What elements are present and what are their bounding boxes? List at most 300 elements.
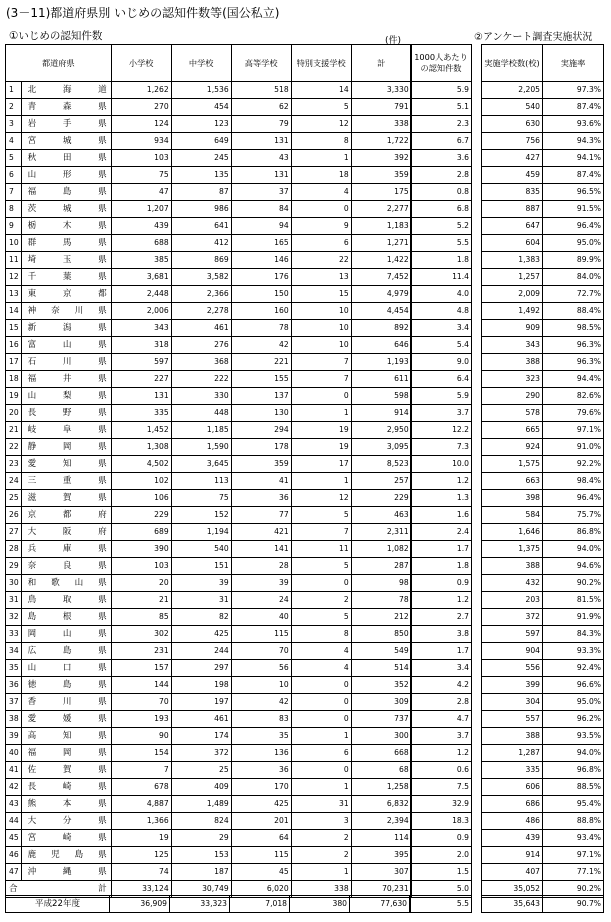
table-row (411, 830, 472, 847)
prefecture-name: 高知県 (21, 728, 111, 745)
schools-count: 606 (482, 779, 543, 796)
per1000-value: 1.5 (411, 864, 472, 881)
survey-rate: 96.3% (543, 337, 604, 354)
special-count: 10 (291, 337, 351, 354)
elementary-count: 1,262 (111, 82, 171, 99)
junior-count: 297 (171, 660, 231, 677)
junior-count: 425 (171, 626, 231, 643)
h22-total: 77,630 (350, 896, 410, 913)
schools-count: 686 (482, 796, 543, 813)
row-number: 17 (6, 354, 22, 371)
per1000-value: 5.9 (411, 82, 472, 99)
prefecture-name: 福井県 (21, 371, 111, 388)
high-count: 70 (231, 643, 291, 660)
per1000-value: 6.8 (411, 201, 472, 218)
table-row (411, 847, 472, 864)
special-count: 17 (291, 456, 351, 473)
prefecture-name: 茨城県 (21, 201, 111, 218)
table-row (6, 133, 412, 150)
prefecture-name: 愛知県 (21, 456, 111, 473)
junior-count: 222 (171, 371, 231, 388)
survey-rate: 98.5% (543, 320, 604, 337)
total-count: 2,950 (351, 422, 411, 439)
schools-count: 630 (482, 116, 543, 133)
high-count: 41 (231, 473, 291, 490)
table-row (411, 235, 472, 252)
total-count: 2,311 (351, 524, 411, 541)
per1000-value: 0.9 (411, 830, 472, 847)
total-rate: 90.2% (543, 881, 604, 898)
total-count: 2,277 (351, 201, 411, 218)
section-title-survey-status: ②アンケート調査実施状況 (474, 32, 593, 43)
total-count: 668 (351, 745, 411, 762)
table-row (482, 422, 604, 439)
table-row (6, 626, 412, 643)
total-count: 892 (351, 320, 411, 337)
total-count: 287 (351, 558, 411, 575)
per1000-value: 2.0 (411, 847, 472, 864)
per1000-value: 3.7 (411, 728, 472, 745)
elementary-count: 390 (111, 541, 171, 558)
high-count: 35 (231, 728, 291, 745)
table-row (6, 337, 412, 354)
table-row (482, 541, 604, 558)
junior-count: 187 (171, 864, 231, 881)
total-count: 4,979 (351, 286, 411, 303)
elementary-count: 2,006 (111, 303, 171, 320)
total-count: 4,454 (351, 303, 411, 320)
elementary-count: 124 (111, 116, 171, 133)
survey-rate: 97.1% (543, 847, 604, 864)
h22-high: 7,018 (230, 896, 290, 913)
table-row (411, 762, 472, 779)
special-count: 3 (291, 813, 351, 830)
row-number: 26 (6, 507, 22, 524)
table-row (482, 354, 604, 371)
prefecture-name: 山形県 (21, 167, 111, 184)
junior-count: 174 (171, 728, 231, 745)
table-row (411, 558, 472, 575)
total-count: 791 (351, 99, 411, 116)
total-count: 300 (351, 728, 411, 745)
survey-rate: 94.1% (543, 150, 604, 167)
table-row (482, 711, 604, 728)
junior-count: 87 (171, 184, 231, 201)
high-count: 141 (231, 541, 291, 558)
table-row (482, 184, 604, 201)
row-number: 4 (6, 133, 22, 150)
per1000-value: 2.8 (411, 167, 472, 184)
junior-count: 461 (171, 711, 231, 728)
total-count: 598 (351, 388, 411, 405)
elementary-count: 4,502 (111, 456, 171, 473)
junior-count: 330 (171, 388, 231, 405)
h22-survey-table (481, 895, 604, 913)
junior-count: 540 (171, 541, 231, 558)
table-row (482, 286, 604, 303)
table-row (6, 711, 412, 728)
row-number: 34 (6, 643, 22, 660)
total-count: 1,183 (351, 218, 411, 235)
table-row (411, 694, 472, 711)
elementary-count: 125 (111, 847, 171, 864)
survey-rate: 87.4% (543, 99, 604, 116)
schools-count: 343 (482, 337, 543, 354)
total-count: 309 (351, 694, 411, 711)
high-count: 150 (231, 286, 291, 303)
per1000-value: 2.7 (411, 609, 472, 626)
survey-rate: 77.1% (543, 864, 604, 881)
high-count: 131 (231, 167, 291, 184)
high-count: 79 (231, 116, 291, 133)
per1000-value: 1.6 (411, 507, 472, 524)
survey-rate: 75.7% (543, 507, 604, 524)
junior-count: 1,590 (171, 439, 231, 456)
survey-rate: 84.0% (543, 269, 604, 286)
special-count: 1 (291, 779, 351, 796)
elementary-count: 1,452 (111, 422, 171, 439)
schools-count: 372 (482, 609, 543, 626)
table-row (411, 252, 472, 269)
header-special: 特別支援学校 (291, 45, 351, 82)
high-count: 83 (231, 711, 291, 728)
elementary-count: 1,308 (111, 439, 171, 456)
table-row (482, 796, 604, 813)
table-row (482, 813, 604, 830)
per1000-value: 0.8 (411, 184, 472, 201)
table-row (411, 626, 472, 643)
junior-count: 244 (171, 643, 231, 660)
table-row (482, 150, 604, 167)
table-row (6, 405, 412, 422)
per1000-value: 10.0 (411, 456, 472, 473)
table-row (6, 354, 412, 371)
high-count: 160 (231, 303, 291, 320)
table-row (411, 779, 472, 796)
table-row (411, 541, 472, 558)
special-count: 10 (291, 320, 351, 337)
special-count: 1 (291, 405, 351, 422)
elementary-count: 4,887 (111, 796, 171, 813)
special-count: 8 (291, 133, 351, 150)
prefecture-name: 宮城県 (21, 133, 111, 150)
row-number: 41 (6, 762, 22, 779)
high-count: 201 (231, 813, 291, 830)
junior-count: 2,278 (171, 303, 231, 320)
table-row (6, 150, 412, 167)
row-number: 11 (6, 252, 22, 269)
special-count: 13 (291, 269, 351, 286)
schools-count: 1,492 (482, 303, 543, 320)
junior-count: 75 (171, 490, 231, 507)
junior-count: 82 (171, 609, 231, 626)
table-row (6, 779, 412, 796)
special-count: 12 (291, 490, 351, 507)
row-number: 33 (6, 626, 22, 643)
survey-status-table (481, 44, 604, 898)
row-number: 18 (6, 371, 22, 388)
special-count: 2 (291, 592, 351, 609)
table-row (482, 82, 604, 99)
elementary-count: 7 (111, 762, 171, 779)
survey-rate: 93.6% (543, 116, 604, 133)
schools-count: 924 (482, 439, 543, 456)
schools-count: 1,383 (482, 252, 543, 269)
survey-rate: 94.0% (543, 541, 604, 558)
schools-count: 407 (482, 864, 543, 881)
table-row (482, 337, 604, 354)
elementary-count: 934 (111, 133, 171, 150)
special-count: 19 (291, 422, 351, 439)
junior-count: 1,489 (171, 796, 231, 813)
table-row (411, 218, 472, 235)
prefecture-name: 石川県 (21, 354, 111, 371)
survey-rate: 96.4% (543, 218, 604, 235)
per1000-value: 9.0 (411, 354, 472, 371)
table-row (482, 728, 604, 745)
junior-count: 454 (171, 99, 231, 116)
h22-special: 380 (290, 896, 350, 913)
table-row (6, 269, 412, 286)
survey-rate: 95.0% (543, 694, 604, 711)
row-number: 46 (6, 847, 22, 864)
high-count: 176 (231, 269, 291, 286)
table-row (411, 388, 472, 405)
table-row (411, 456, 472, 473)
total-count: 8,523 (351, 456, 411, 473)
prefecture-name: 熊本県 (21, 796, 111, 813)
table-row (6, 218, 412, 235)
row-number: 32 (6, 609, 22, 626)
total-count: 98 (351, 575, 411, 592)
total-count: 212 (351, 609, 411, 626)
table-row (411, 320, 472, 337)
schools-count: 540 (482, 99, 543, 116)
table-row (482, 626, 604, 643)
prefecture-name: 静岡県 (21, 439, 111, 456)
total-count: 68 (351, 762, 411, 779)
elementary-count: 154 (111, 745, 171, 762)
table-row (411, 677, 472, 694)
elementary-count: 74 (111, 864, 171, 881)
elementary-count: 302 (111, 626, 171, 643)
per1000-value: 4.2 (411, 677, 472, 694)
junior-count: 153 (171, 847, 231, 864)
table-row (6, 643, 412, 660)
schools-count: 904 (482, 643, 543, 660)
special-count: 14 (291, 82, 351, 99)
table-row (411, 371, 472, 388)
table-row (411, 286, 472, 303)
total-total: 70,231 (351, 881, 411, 898)
total-count: 307 (351, 864, 411, 881)
total-count: 338 (351, 116, 411, 133)
junior-count: 39 (171, 575, 231, 592)
schools-count: 2,009 (482, 286, 543, 303)
schools-count: 756 (482, 133, 543, 150)
row-number: 44 (6, 813, 22, 830)
per1000-value: 1.7 (411, 541, 472, 558)
prefecture-name: 島根県 (21, 609, 111, 626)
table-row (6, 864, 412, 881)
elementary-count: 144 (111, 677, 171, 694)
header-prefecture: 都道府県 (6, 45, 112, 82)
special-count: 0 (291, 694, 351, 711)
survey-rate: 94.6% (543, 558, 604, 575)
prefecture-name: 長野県 (21, 405, 111, 422)
prefecture-name: 三重県 (21, 473, 111, 490)
special-count: 2 (291, 847, 351, 864)
survey-rate: 93.3% (543, 643, 604, 660)
elementary-count: 90 (111, 728, 171, 745)
high-count: 165 (231, 235, 291, 252)
header-total: 計 (351, 45, 411, 82)
row-number: 39 (6, 728, 22, 745)
table-row (6, 235, 412, 252)
prefecture-name: 大分県 (21, 813, 111, 830)
row-number: 7 (6, 184, 22, 201)
row-number: 22 (6, 439, 22, 456)
survey-rate: 91.9% (543, 609, 604, 626)
header-schools: 実施学校数(校) (482, 45, 543, 82)
table-row (411, 609, 472, 626)
high-count: 62 (231, 99, 291, 116)
table-row (6, 371, 412, 388)
survey-rate: 79.6% (543, 405, 604, 422)
special-count: 5 (291, 609, 351, 626)
survey-rate: 88.8% (543, 813, 604, 830)
table-row (6, 694, 412, 711)
schools-count: 459 (482, 167, 543, 184)
elementary-count: 106 (111, 490, 171, 507)
elementary-count: 21 (111, 592, 171, 609)
total-count: 1,258 (351, 779, 411, 796)
total-count: 737 (351, 711, 411, 728)
table-row (411, 507, 472, 524)
schools-count: 323 (482, 371, 543, 388)
total-count: 395 (351, 847, 411, 864)
survey-rate: 96.4% (543, 490, 604, 507)
total-count: 114 (351, 830, 411, 847)
row-number: 9 (6, 218, 22, 235)
total-count: 1,193 (351, 354, 411, 371)
survey-rate: 90.2% (543, 575, 604, 592)
schools-count: 203 (482, 592, 543, 609)
table-row (6, 439, 412, 456)
schools-count: 604 (482, 235, 543, 252)
high-count: 64 (231, 830, 291, 847)
per1000-value: 2.3 (411, 116, 472, 133)
table-row (482, 269, 604, 286)
schools-count: 887 (482, 201, 543, 218)
survey-rate: 81.5% (543, 592, 604, 609)
high-count: 359 (231, 456, 291, 473)
per1000-value: 1.2 (411, 745, 472, 762)
special-count: 12 (291, 116, 351, 133)
schools-count: 1,646 (482, 524, 543, 541)
special-count: 4 (291, 184, 351, 201)
per1000-value: 5.4 (411, 337, 472, 354)
elementary-count: 343 (111, 320, 171, 337)
schools-count: 388 (482, 728, 543, 745)
prefecture-name: 青森県 (21, 99, 111, 116)
total-count: 229 (351, 490, 411, 507)
survey-rate: 72.7% (543, 286, 604, 303)
per1000-value: 3.6 (411, 150, 472, 167)
prefecture-name: 鳥取県 (21, 592, 111, 609)
table-row (482, 558, 604, 575)
special-count: 11 (291, 541, 351, 558)
high-count: 42 (231, 694, 291, 711)
total-schools: 35,052 (482, 881, 543, 898)
table-row (482, 524, 604, 541)
prefecture-name: 東京都 (21, 286, 111, 303)
table-row (411, 150, 472, 167)
table-row (482, 133, 604, 150)
schools-count: 427 (482, 150, 543, 167)
table-row (6, 762, 412, 779)
row-number: 15 (6, 320, 22, 337)
total-count: 78 (351, 592, 411, 609)
row-number: 12 (6, 269, 22, 286)
table-row (6, 388, 412, 405)
table-row (482, 303, 604, 320)
survey-rate: 92.4% (543, 660, 604, 677)
special-count: 1 (291, 150, 351, 167)
special-count: 31 (291, 796, 351, 813)
table-row (482, 847, 604, 864)
special-count: 7 (291, 524, 351, 541)
prefecture-name: 沖縄県 (21, 864, 111, 881)
prefecture-name: 大阪府 (21, 524, 111, 541)
prefecture-name: 兵庫県 (21, 541, 111, 558)
prefecture-name: 佐賀県 (21, 762, 111, 779)
high-count: 178 (231, 439, 291, 456)
table-row (411, 592, 472, 609)
table-row (411, 490, 472, 507)
table-row (6, 422, 412, 439)
survey-rate: 96.3% (543, 354, 604, 371)
schools-count: 835 (482, 184, 543, 201)
survey-rate: 96.5% (543, 184, 604, 201)
elementary-count: 439 (111, 218, 171, 235)
table-row (482, 388, 604, 405)
special-count: 19 (291, 439, 351, 456)
high-count: 10 (231, 677, 291, 694)
special-count: 7 (291, 371, 351, 388)
total-count: 549 (351, 643, 411, 660)
high-count: 36 (231, 762, 291, 779)
total-count: 1,422 (351, 252, 411, 269)
junior-count: 152 (171, 507, 231, 524)
table-row (6, 847, 412, 864)
high-count: 94 (231, 218, 291, 235)
special-count: 1 (291, 728, 351, 745)
prefecture-name: 秋田県 (21, 150, 111, 167)
high-count: 40 (231, 609, 291, 626)
schools-count: 557 (482, 711, 543, 728)
total-elementary: 33,124 (111, 881, 171, 898)
prefecture-name: 北海道 (21, 82, 111, 99)
table-row (6, 184, 412, 201)
total-count: 6,832 (351, 796, 411, 813)
prefecture-name: 神奈川県 (21, 303, 111, 320)
survey-rate: 87.4% (543, 167, 604, 184)
header-high: 高等学校 (231, 45, 291, 82)
elementary-count: 678 (111, 779, 171, 796)
junior-count: 276 (171, 337, 231, 354)
table-row (482, 235, 604, 252)
